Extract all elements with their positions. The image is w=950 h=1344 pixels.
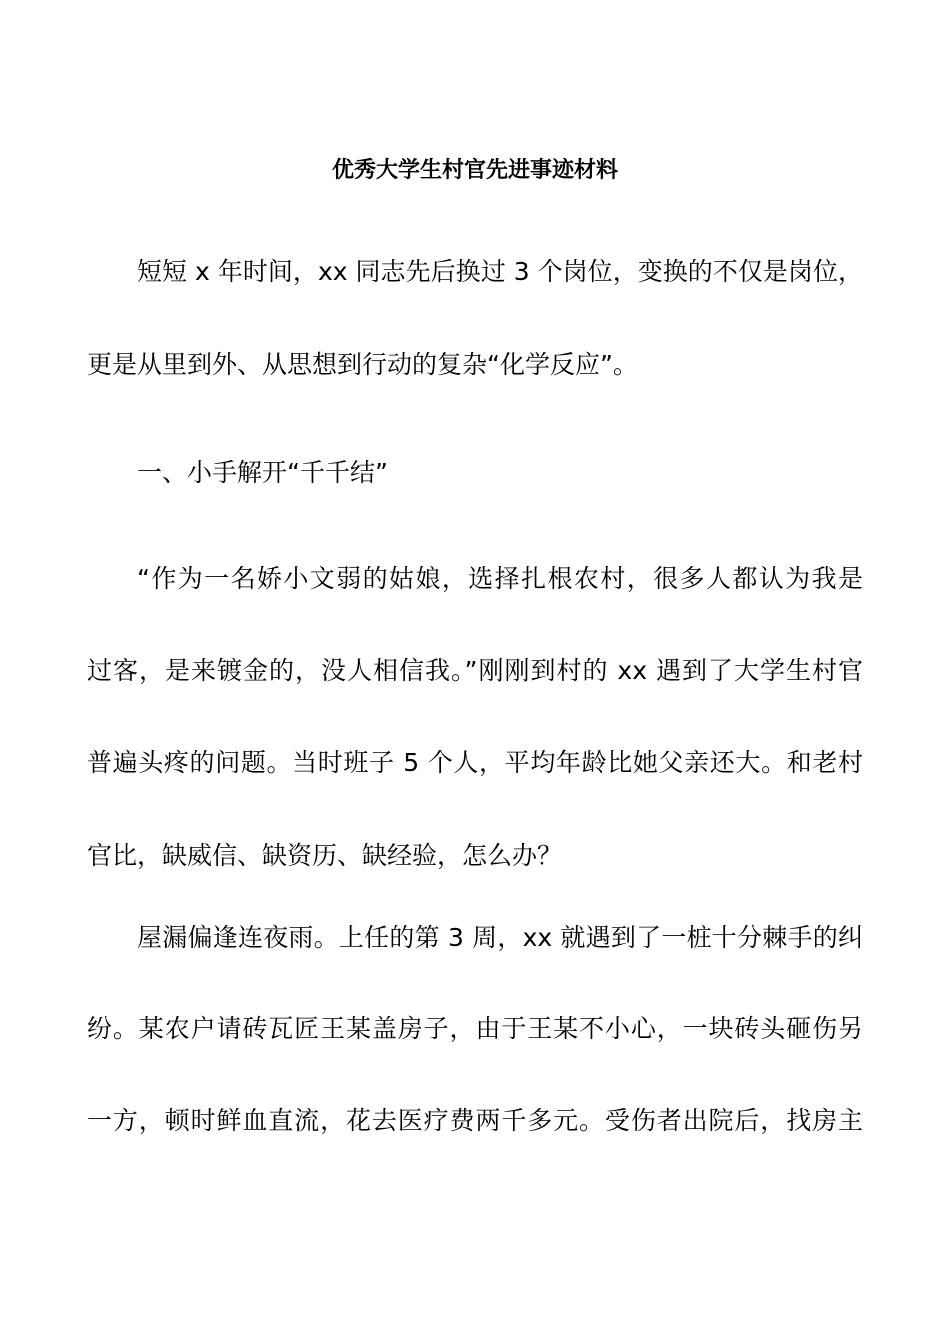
paragraph-line: 官比，缺威信、缺资历、缺经验，怎么办？ — [87, 841, 563, 870]
section-heading: 一、小手解开“千千结” — [137, 458, 388, 487]
paragraph-line: 一方，顿时鲜血直流，花去医疗费两千多元。受伤者出院后，找房主 — [87, 1106, 863, 1135]
paragraph-line: “作为一名娇小文弱的姑娘，选择扎根农村，很多人都认为我是 — [137, 564, 863, 593]
document-title: 优秀大学生村官先进事迹材料 — [331, 158, 618, 183]
paragraph-line: 过客，是来镀金的，没人相信我。”刚刚到村的 xx 遇到了大学生村官 — [87, 656, 863, 685]
paragraph-line: 普遍头疼的问题。当时班子 5 个人，平均年龄比她父亲还大。和老村 — [87, 748, 863, 777]
paragraph-line: 纷。某农户请砖瓦匠王某盖房子，由于王某不小心，一块砖头砸伤另 — [87, 1014, 863, 1043]
paragraph-line: 更是从里到外、从思想到行动的复杂“化学反应”。 — [87, 350, 638, 379]
paragraph-line: 屋漏偏逢连夜雨。上任的第 3 周，xx 就遇到了一桩十分棘手的纠 — [137, 923, 863, 952]
paragraph-line: 短短 x 年时间，xx 同志先后换过 3 个岗位，变换的不仅是岗位， — [137, 257, 863, 286]
